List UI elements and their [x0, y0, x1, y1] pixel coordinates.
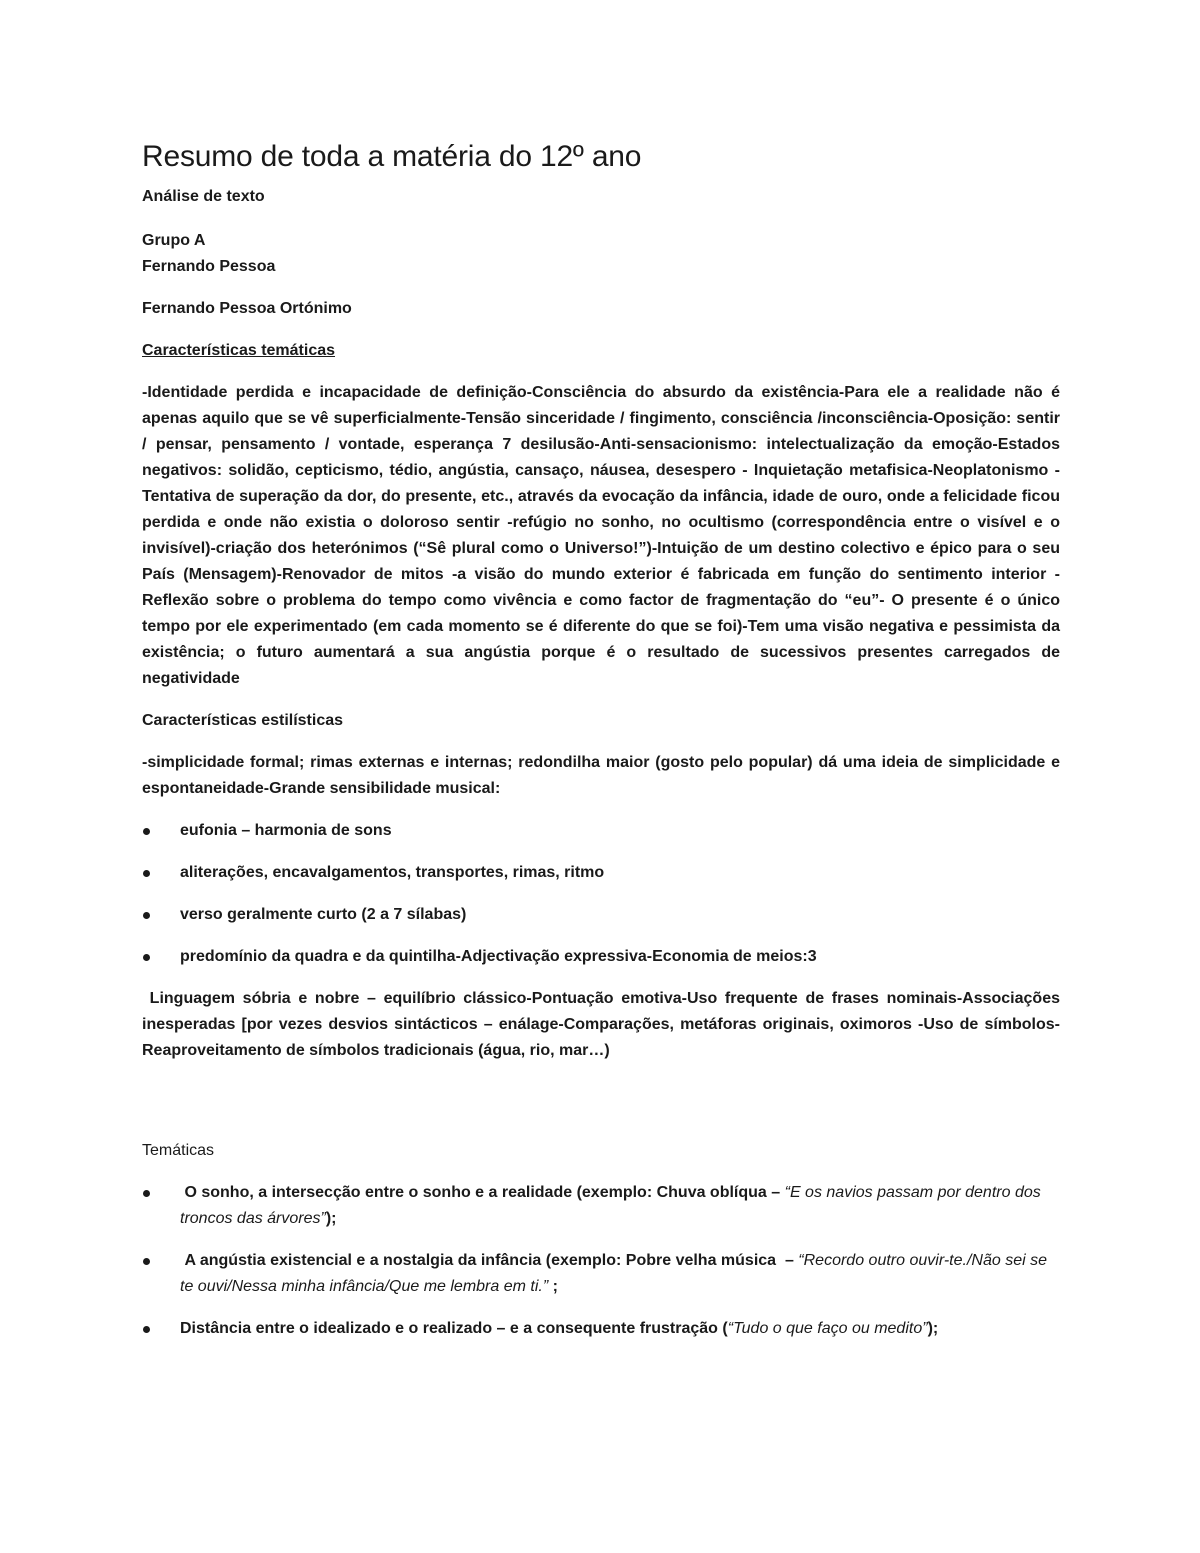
list-item	[142, 860, 1060, 886]
tematica-quote: “E os navios passam por dentro dos troncos das árvores”	[180, 1184, 1041, 1227]
bullet-icon	[143, 954, 150, 961]
bullet-icon	[143, 1258, 150, 1265]
list-item-text: verso geralmente curto (2 a 7 sílabas)	[180, 906, 467, 923]
bullet-icon	[143, 828, 150, 835]
tematica-end: );	[325, 1210, 337, 1227]
tematica-end: );	[927, 1320, 939, 1337]
list-item	[142, 818, 1060, 844]
bullet-icon	[143, 1190, 150, 1197]
page-title: Resumo de toda a matéria do 12º ano	[142, 140, 642, 173]
bullet-icon	[143, 870, 150, 877]
tematica-quote: “Recordo outro ouvir-te./Não sei se te ouvi/Nessa minha infância/Que me lembra em ti.”	[180, 1252, 1048, 1295]
tematica-text: Distância entre o idealizado e o realizado – e a consequente frustração (	[180, 1320, 728, 1337]
list-item	[142, 1180, 1060, 1232]
list-item	[142, 1316, 1060, 1342]
thematic-heading: Características temáticas	[142, 342, 336, 359]
list-item-text: aliterações, encavalgamentos, transportes, rimas, ritmo	[180, 864, 605, 881]
thematic-paragraph: -Identidade perdida e incapacidade de definição-Consciência do absurdo da existência-Para ele a realidade não é apenas aquilo que se vê superficialmente-Tensão sinceridade / fingimento, consciência /inconsciência-Oposição: sentir / pensar, pensamento / vontade, esperança 7 desilusão-Anti-sensacionismo: intelectualização da emoção-Estados negativos: solidão, cepticismo, tédio, angústia, cansaço, náusea, desespero - Inquietação metafisica-Neoplatonismo - Tentativa de superação da dor, do presente, etc., através da evocação da infância, idade de ouro, onde a felicidade ficou perdida e onde não existia o doloroso sentir -refúgio no sonho, no ocultismo (correspondência entre o visível e o invisível)-criação dos heterónimos (“Sê plural como o Universo!”)-Intuição de um destino colectivo e épico para o seu País (Mensagem)-Renovador de mitos -a visão do mundo exterior é fabricada em função do sentimento interior -Reflexão sobre o problema do tempo como vivência e como factor de fragmentação do “eu”- O presente é o único tempo por ele experimentado (em cada momento se é diferente do que se foi)-Tem uma visão negativa e pessimista da existência; o futuro aumentará a sua angústia porque é o resultado de sucessivos presentes carregados de negatividade	[142, 384, 1060, 687]
group-label: Grupo A	[142, 232, 206, 249]
list-item-text: predomínio da quadra e da quintilha-Adjectivação expressiva-Economia de meios:3	[180, 948, 817, 965]
stylistic-heading: Características estilísticas	[142, 712, 344, 729]
language-paragraph: Linguagem sóbria e nobre – equilíbrio clássico-Pontuação emotiva-Uso frequente de frases nominais-Associações inesperadas [por vezes desvios sintácticos – enálage-Comparações, metáforas originais, oximoros -Uso de símbolos-Reaproveitamento de símbolos tradicionais (água, rio, mar…)	[142, 990, 1065, 1059]
bullet-icon	[143, 1326, 150, 1333]
tematica-text: O sonho, a intersecção entre o sonho e a realidade (exemplo: Chuva oblíqua –	[180, 1184, 785, 1201]
section-heading: Fernando Pessoa Ortónimo	[142, 300, 352, 317]
list-item-text: eufonia – harmonia de sons	[180, 822, 392, 839]
tematicas-heading: Temáticas	[142, 1142, 215, 1159]
stylistic-list	[142, 818, 1060, 970]
tematica-quote: “Tudo o que faço ou medito”	[727, 1320, 928, 1337]
list-item	[142, 1248, 1060, 1300]
bullet-icon	[143, 912, 150, 919]
list-item	[142, 944, 1060, 970]
tematicas-list	[142, 1180, 1060, 1342]
tematica-end: ;	[548, 1278, 558, 1295]
list-item	[142, 902, 1060, 928]
stylistic-paragraph: -simplicidade formal; rimas externas e internas; redondilha maior (gosto pelo popular) dá uma ideia de simplicidade e espontaneidade-Grande sensibilidade musical:	[142, 754, 1060, 797]
tematica-text: A angústia existencial e a nostalgia da infância (exemplo: Pobre velha música –	[180, 1252, 799, 1269]
author-label: Fernando Pessoa	[142, 258, 276, 275]
subtitle: Análise de texto	[142, 188, 265, 205]
